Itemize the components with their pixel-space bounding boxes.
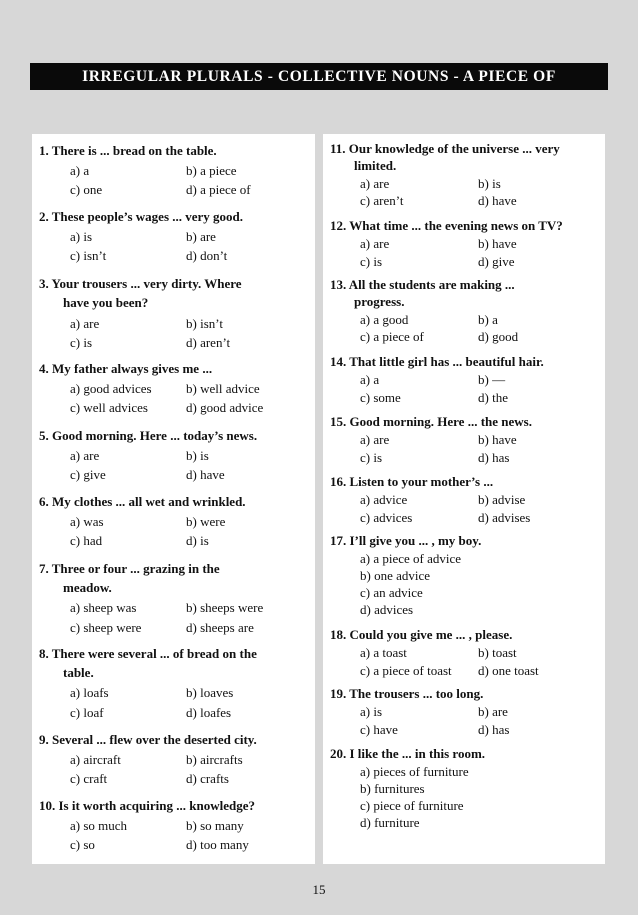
option-c: c) some [360,390,401,405]
question-text: 5. Good morning. Here ... today’s news. [39,428,258,443]
option-c: c) is [70,335,93,350]
option-c: c) a piece of [360,329,424,344]
question-text: 20. I like the ... in this room. [330,746,486,761]
question-text-cont: meadow. [63,580,112,595]
option-b: b) sheeps were [186,600,264,615]
question-text: 17. I’ll give you ... , my boy. [330,533,482,548]
option-a: a) good advices [70,381,152,396]
option-a: a) so much [70,818,128,833]
option-d: d) sheeps are [186,620,254,635]
option-d: d) a piece of [186,182,251,197]
option-c: c) loaf [70,705,104,720]
option-b: b) isn’t [186,316,223,331]
option-a: a) are [360,432,390,447]
option-a: a) loafs [70,685,109,700]
option-d: d) advises [478,510,531,525]
option-a: a) is [70,229,93,244]
option-d: d) crafts [186,771,229,786]
option-a: a) was [70,514,104,529]
option-d: d) the [478,390,508,405]
question-text: 13. All the students are making ... [330,277,515,292]
option-a: a) are [360,236,390,251]
option-b: b) are [478,704,508,719]
option-d: d) loafes [186,705,232,720]
question-text: 6. My clothes ... all wet and wrinkled. [39,494,246,509]
question-text: 18. Could you give me ... , please. [330,627,513,642]
option-d: d) advices [360,602,414,617]
question-text: 16. Listen to your mother’s ... [330,474,494,489]
option-b: b) is [478,176,501,191]
option-c: c) one [70,182,103,197]
question-text: 1. There is ... bread on the table. [39,143,217,158]
option-d: d) has [478,722,510,737]
option-b: b) have [478,236,517,251]
option-d: d) furniture [360,815,420,830]
option-b: b) so many [186,818,244,833]
option-a: a) advice [360,492,408,507]
option-a: a) sheep was [70,600,137,615]
option-c: c) well advices [70,400,148,415]
option-b: b) were [186,514,226,529]
right-column [323,134,605,864]
option-c: c) have [360,722,398,737]
option-b: b) one advice [360,568,431,583]
question-text: 9. Several ... flew over the deserted city. [39,732,257,747]
option-d: d) have [478,193,517,208]
question-text: 4. My father always gives me ... [39,361,213,376]
question-text: 7. Three or four ... grazing in the [39,561,220,576]
question-text-cont: have you been? [63,295,149,310]
option-d: d) give [478,254,515,269]
option-c: c) had [70,533,103,548]
left-column [32,134,315,864]
option-b: b) is [186,448,209,463]
option-d: d) have [186,467,225,482]
option-c: c) give [70,467,106,482]
option-a: a) are [360,176,390,191]
option-b: b) toast [478,645,517,660]
option-b: b) a piece [186,163,237,178]
option-c: c) piece of furniture [360,798,464,813]
option-a: a) a toast [360,645,407,660]
option-c: c) craft [70,771,108,786]
option-b: b) have [478,432,517,447]
option-c: c) sheep were [70,620,142,635]
option-b: b) a [478,312,498,327]
option-b: b) loaves [186,685,234,700]
question-text: 11. Our knowledge of the universe ... very [330,141,560,156]
question-text: 19. The trousers ... too long. [330,686,484,701]
option-b: b) furnitures [360,781,425,796]
option-a: a) are [70,316,100,331]
option-c: c) advices [360,510,413,525]
option-d: d) is [186,533,209,548]
question-text-cont: table. [63,665,94,680]
option-c: c) is [360,254,383,269]
question-text: 2. These people’s wages ... very good. [39,209,244,224]
option-d: d) aren’t [186,335,231,350]
question-text: 14. That little girl has ... beautiful hair. [330,354,544,369]
option-a: a) a [70,163,90,178]
option-b: b) advise [478,492,526,507]
option-d: d) has [478,450,510,465]
option-c: c) so [70,837,95,852]
option-d: d) good [478,329,519,344]
option-b: b) well advice [186,381,260,396]
option-a: a) are [70,448,100,463]
option-d: d) one toast [478,663,539,678]
question-text-cont: limited. [354,158,397,173]
option-a: a) pieces of furniture [360,764,469,779]
option-c: c) a piece of toast [360,663,452,678]
worksheet-title: IRREGULAR PLURALS - COLLECTIVE NOUNS - A PIECE OF [30,63,608,90]
question-text: 8. There were several ... of bread on the [39,646,257,661]
option-a: a) aircraft [70,752,121,767]
question-text: 12. What time ... the evening news on TV? [330,218,563,233]
option-a: a) is [360,704,383,719]
option-a: a) a good [360,312,409,327]
page-number: 15 [312,882,326,897]
option-b: b) — [478,372,506,387]
option-c: c) isn’t [70,248,107,263]
option-c: c) aren’t [360,193,404,208]
question-text-cont: progress. [354,294,405,309]
option-a: a) a [360,372,380,387]
option-c: c) is [360,450,383,465]
question-text: 3. Your trousers ... very dirty. Where [39,276,242,291]
option-d: d) good advice [186,400,264,415]
option-c: c) an advice [360,585,423,600]
option-d: d) too many [186,837,249,852]
question-text: 10. Is it worth acquiring ... knowledge? [39,798,255,813]
option-b: b) are [186,229,216,244]
option-a: a) a piece of advice [360,551,462,566]
option-d: d) don’t [186,248,228,263]
question-text: 15. Good morning. Here ... the news. [330,414,532,429]
option-b: b) aircrafts [186,752,243,767]
